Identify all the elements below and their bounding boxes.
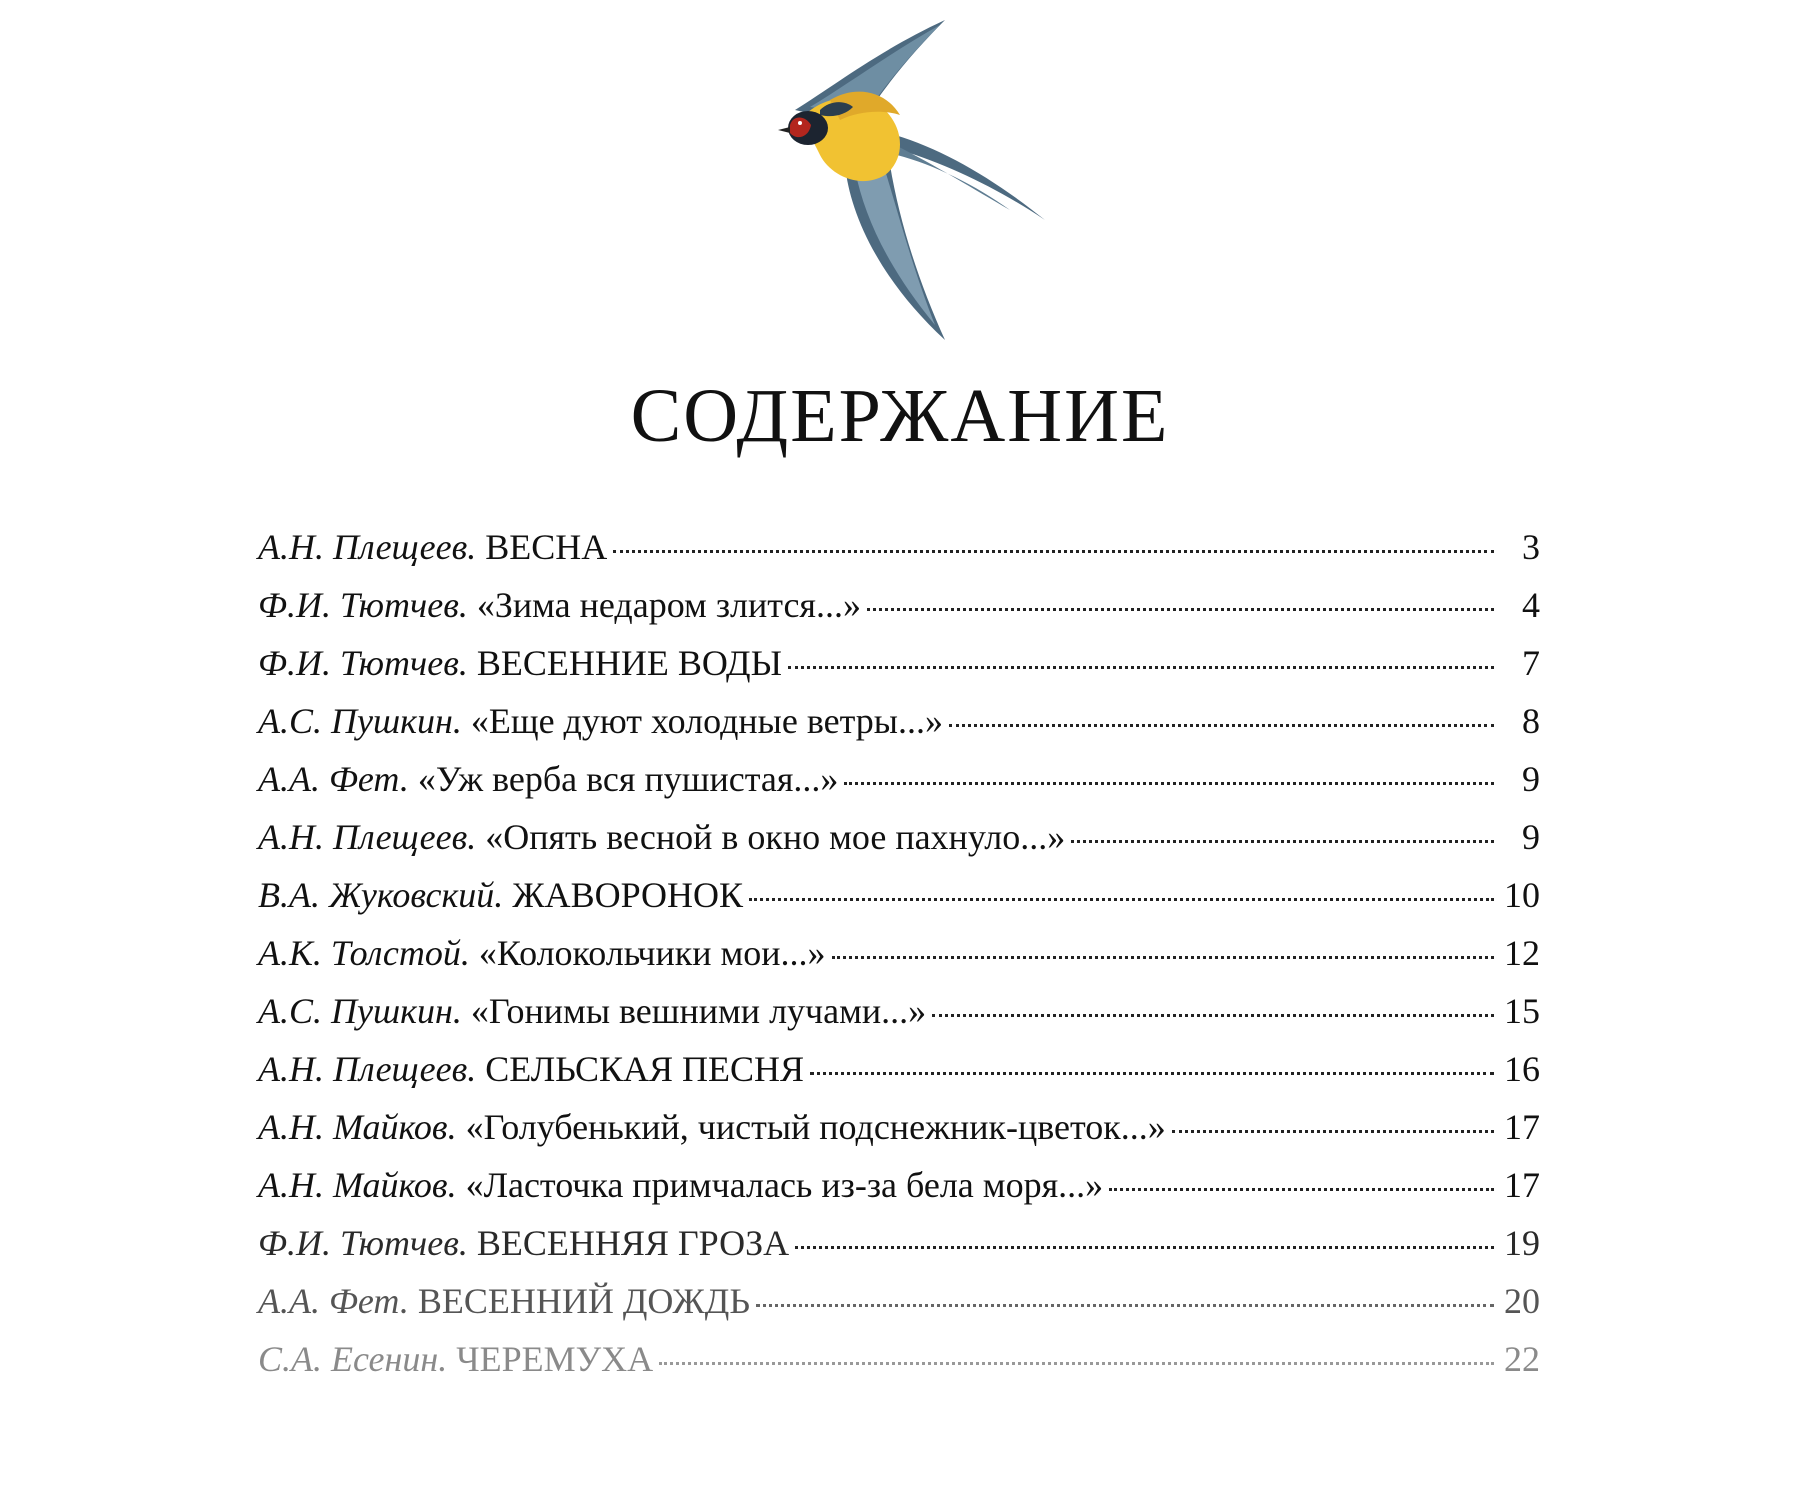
toc-entry xyxy=(258,1272,1540,1330)
dot-leader xyxy=(844,782,1494,785)
toc-entry-author: А.С. Пушкин. xyxy=(258,991,462,1031)
toc-entry-title: ВЕСЕННИЙ ДОЖДЬ xyxy=(417,1281,751,1321)
toc-entry-page-number: 17 xyxy=(1504,1107,1540,1147)
swallow-icon xyxy=(775,15,1050,345)
toc-entry-title: ВЕСЕННЯЯ ГРОЗА xyxy=(476,1223,790,1263)
toc-entry-author: А.Н. Плещеев. xyxy=(258,1049,477,1089)
toc-entry-title: «Опять весной в окно мое пахнуло...» xyxy=(485,817,1066,857)
toc-entry-title: ЧЕРЕМУХА xyxy=(456,1339,654,1379)
toc-entry-author: А.К. Толстой. xyxy=(258,933,470,973)
toc-entry-author: А.Н. Плещеев. xyxy=(258,527,477,567)
toc-entry-page-number: 9 xyxy=(1522,817,1540,857)
toc-entry-page-number: 17 xyxy=(1504,1165,1540,1205)
dot-leader xyxy=(659,1362,1494,1365)
toc-entry-page-number: 8 xyxy=(1522,701,1540,741)
page-title: СОДЕРЖАНИЕ xyxy=(630,374,1170,458)
toc-entry-title: «Гонимы вешними лучами...» xyxy=(470,991,927,1031)
dot-leader xyxy=(1109,1188,1494,1191)
toc-entry xyxy=(258,518,1540,576)
toc-entry-author: Ф.И. Тютчев. xyxy=(258,643,468,683)
dot-leader xyxy=(749,898,1494,901)
toc-entry-page-number: 22 xyxy=(1504,1339,1540,1379)
toc-entry xyxy=(258,1214,1540,1272)
toc-entry xyxy=(258,1330,1540,1388)
toc-entry xyxy=(258,1040,1540,1098)
toc-entry xyxy=(258,924,1540,982)
toc-entry-author: С.А. Есенин. xyxy=(258,1339,448,1379)
toc-entry-author: А.А. Фет. xyxy=(258,1281,409,1321)
toc-entry-page-number: 7 xyxy=(1522,643,1540,683)
dot-leader xyxy=(756,1304,1494,1307)
toc-entry-title: «Еще дуют холодные ветры...» xyxy=(470,701,943,741)
toc-entry-title: ВЕСЕННИЕ ВОДЫ xyxy=(476,643,782,683)
toc-entry xyxy=(258,1156,1540,1214)
toc-entry-title: «Зима недаром злится...» xyxy=(476,585,861,625)
toc-entry xyxy=(258,982,1540,1040)
toc-entry-page-number: 9 xyxy=(1522,759,1540,799)
toc-entry-page-number: 16 xyxy=(1504,1049,1540,1089)
dot-leader xyxy=(788,666,1494,669)
toc-entry-page-number: 10 xyxy=(1504,875,1540,915)
toc-entry-author: А.С. Пушкин. xyxy=(258,701,462,741)
toc-entry-author: Ф.И. Тютчев. xyxy=(258,1223,468,1263)
dot-leader xyxy=(867,608,1494,611)
toc-entry-author: А.Н. Майков. xyxy=(258,1165,457,1205)
toc-entry xyxy=(258,866,1540,924)
toc-entry xyxy=(258,750,1540,808)
toc-entry xyxy=(258,808,1540,866)
toc-entry xyxy=(258,1098,1540,1156)
dot-leader xyxy=(949,724,1494,727)
toc-entry-page-number: 4 xyxy=(1522,585,1540,625)
toc-entry-page-number: 15 xyxy=(1504,991,1540,1031)
toc-entry-author: В.А. Жуковский. xyxy=(258,875,504,915)
toc-entry-page-number: 20 xyxy=(1504,1281,1540,1321)
dot-leader xyxy=(832,956,1494,959)
dot-leader xyxy=(1071,840,1494,843)
dot-leader xyxy=(613,550,1494,553)
toc-entry-title: ВЕСНА xyxy=(485,527,608,567)
dot-leader xyxy=(932,1014,1494,1017)
toc-entry-page-number: 3 xyxy=(1522,527,1540,567)
toc-entry-author: А.Н. Плещеев. xyxy=(258,817,477,857)
toc-entry-author: А.А. Фет. xyxy=(258,759,409,799)
toc-entry-title: «Уж верба вся пушистая...» xyxy=(417,759,839,799)
dot-leader xyxy=(795,1246,1494,1249)
dot-leader xyxy=(810,1072,1494,1075)
dot-leader xyxy=(1172,1130,1494,1133)
table-of-contents xyxy=(258,518,1540,1388)
toc-entry-title: «Голубенький, чистый подснежник-цветок...» xyxy=(465,1107,1166,1147)
toc-entry xyxy=(258,576,1540,634)
toc-entry-page-number: 19 xyxy=(1504,1223,1540,1263)
toc-entry xyxy=(258,692,1540,750)
toc-entry-page-number: 12 xyxy=(1504,933,1540,973)
toc-entry-author: А.Н. Майков. xyxy=(258,1107,457,1147)
toc-entry-title: СЕЛЬСКАЯ ПЕСНЯ xyxy=(485,1049,804,1089)
toc-entry-title: ЖАВОРОНОК xyxy=(512,875,744,915)
toc-entry xyxy=(258,634,1540,692)
toc-entry-title: «Ласточка примчалась из-за бела моря...» xyxy=(465,1165,1104,1205)
toc-entry-title: «Колокольчики мои...» xyxy=(478,933,826,973)
toc-entry-author: Ф.И. Тютчев. xyxy=(258,585,468,625)
